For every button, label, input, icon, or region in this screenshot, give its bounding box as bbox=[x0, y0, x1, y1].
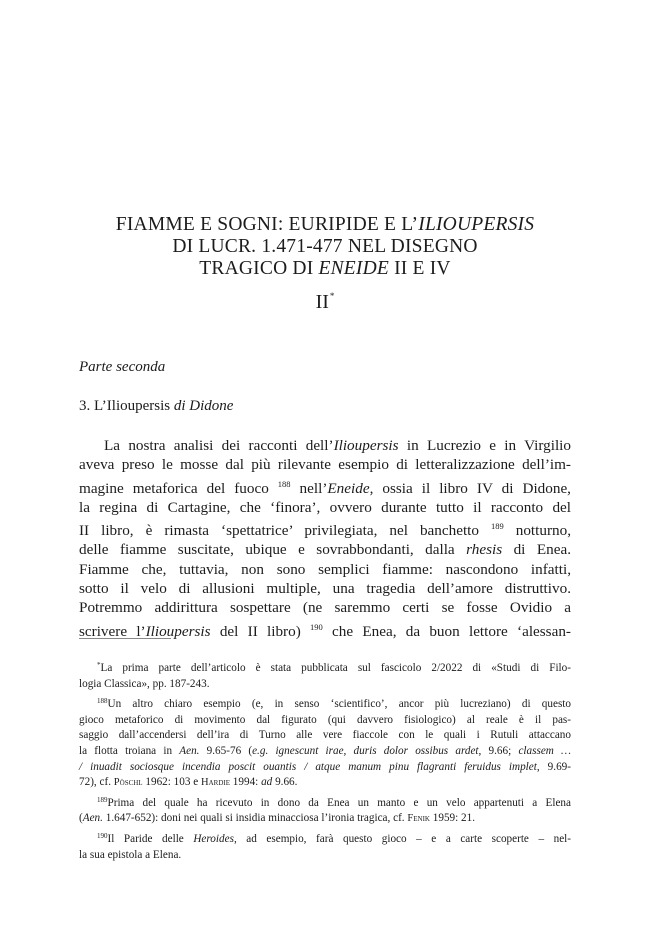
text-run: 9.66. bbox=[272, 776, 298, 789]
footnote-line: la sua epistola a Elena. bbox=[79, 848, 182, 861]
section-heading-italic: di Didone bbox=[173, 398, 234, 414]
text-run: , ossia il libro IV di Didone, bbox=[369, 479, 571, 497]
footnote-line: logia Classica», pp. 187-243. bbox=[79, 677, 210, 690]
italic-run: Aen. bbox=[179, 744, 200, 757]
text-run: La nostra analisi dei racconti dell’ bbox=[104, 437, 334, 454]
footnote-line bbox=[79, 829, 571, 848]
title-text: TRAGICO DI bbox=[199, 258, 319, 279]
part-number-text: II bbox=[315, 291, 329, 313]
part-number bbox=[0, 291, 650, 314]
footnote-188 bbox=[79, 694, 571, 791]
footnotes bbox=[79, 658, 571, 863]
title-line-1 bbox=[60, 214, 590, 236]
text-run: , 9.69- bbox=[536, 760, 571, 773]
body-line: aveva preso le mosse dal più rilevante esempio di letteralizzazione dell’im- bbox=[79, 456, 571, 474]
body-line bbox=[79, 517, 571, 540]
text-run: Un altro chiaro esempio (e, in senso ‘scientifico’, ancor più lucreziano) di questo bbox=[107, 698, 571, 711]
italic-run: Aen. bbox=[82, 812, 103, 825]
italic-run: Ilioupersis bbox=[145, 622, 211, 640]
text-run: magine metaforica del fuoco bbox=[79, 479, 278, 497]
body-paragraph bbox=[79, 436, 571, 641]
text-run: 1.647-652): doni nei quali si insidia minacciosa l’ironia tragica, cf. bbox=[102, 812, 408, 825]
author-name: Pöschl bbox=[113, 777, 143, 789]
text-run: la flotta troiana in bbox=[79, 744, 180, 757]
text-run: La prima parte dell’articolo è stata pubblicata sul fascicolo 2/2022 di «Studi di Filo- bbox=[100, 662, 571, 674]
section-heading bbox=[79, 398, 233, 415]
italic-run: rhesis bbox=[466, 541, 503, 559]
title-italic-text: ILIOUPERSIS bbox=[418, 214, 535, 235]
title-line-3 bbox=[60, 258, 590, 280]
footnote-marker-asterisk: * bbox=[329, 291, 335, 301]
footnote-divider bbox=[79, 638, 171, 639]
body-line bbox=[79, 540, 571, 559]
section-label: Parte seconda bbox=[79, 359, 166, 375]
text-run: scrivere l’ bbox=[79, 622, 146, 640]
text-run: che Enea, da buon lettore ‘alessan- bbox=[322, 622, 571, 640]
italic-run: Heroides bbox=[193, 832, 234, 845]
text-run: ( bbox=[79, 812, 83, 825]
text-run: 9.65-76 ( bbox=[199, 744, 253, 757]
footnote-189 bbox=[79, 793, 571, 827]
footnote-asterisk bbox=[79, 658, 571, 692]
footnote-line bbox=[79, 775, 571, 791]
footnote-line bbox=[79, 811, 571, 827]
footnote-number: 190 bbox=[97, 831, 108, 840]
italic-run: e.g. ignescunt irae, duris dolor ossibus ardet bbox=[252, 744, 479, 757]
author-name: Fenik bbox=[407, 813, 430, 825]
author-name: Hardie bbox=[201, 777, 230, 789]
text-run: di Enea. bbox=[502, 541, 571, 559]
italic-run: classem … bbox=[518, 744, 572, 757]
text-run: delle fiamme suscitate, ubique e sovrabbondanti, dalla bbox=[79, 541, 467, 559]
text-run: II libro, è rimasta ‘spettatrice’ privilegiata, nel banchetto bbox=[79, 522, 491, 540]
body-line: sotto il velo di allusioni multiple, una tragedia dell’amore distruttivo. bbox=[79, 580, 571, 598]
section-heading-text: L’Ilioupersis bbox=[94, 398, 174, 414]
text-run: 1962: 103 e bbox=[142, 776, 202, 789]
footnote-line bbox=[79, 744, 571, 760]
text-run: , 9.66; bbox=[478, 744, 519, 757]
footnote-line bbox=[79, 793, 571, 812]
text-run: 72), cf. bbox=[79, 776, 114, 789]
footnote-number: 189 bbox=[97, 795, 108, 804]
title-text: II E IV bbox=[389, 258, 451, 279]
footnote-number: * bbox=[97, 661, 101, 669]
body-line bbox=[79, 475, 571, 498]
body-line: la regina di Cartagine, che ‘finora’, ovvero durante tutto il racconto del bbox=[79, 498, 571, 516]
italic-run: / inuadit sociosque incendia poscit ouantis / atque manum pinu flagranti feruidus implet bbox=[79, 760, 537, 773]
title-italic-text: ENEIDE bbox=[318, 258, 390, 279]
body-line: Potremmo addirittura sospettare (ne saremmo certi se fosse Ovidio a bbox=[79, 599, 571, 617]
text-run: notturno, bbox=[503, 522, 571, 540]
footnote-ref[interactable]: 189 bbox=[490, 521, 504, 532]
footnote-number: 188 bbox=[97, 697, 108, 706]
footnote-line: saggio dall’accendersi dell’ira di Turno alle vere fiaccole con le quali i Rutuli attaccano bbox=[79, 729, 571, 742]
text-run: del II libro) bbox=[210, 622, 311, 640]
footnote-line bbox=[79, 694, 571, 713]
footnote-line bbox=[79, 760, 571, 776]
italic-run: ad bbox=[261, 776, 273, 789]
chapter-title bbox=[60, 214, 590, 280]
text-run: 1994: bbox=[230, 776, 262, 789]
footnote-190 bbox=[79, 829, 571, 863]
body-line: Fiamme che, tuttavia, non sono semplici fiamme: nascondono infatti, bbox=[79, 560, 571, 578]
title-text: FIAMME E SOGNI: EURIPIDE E L’ bbox=[115, 214, 419, 235]
section-number: 3. bbox=[79, 398, 94, 414]
text-run: in Lucrezio e in Virgilio bbox=[398, 437, 571, 454]
footnote-line bbox=[79, 658, 571, 677]
footnote-line: gioco metaforico di movimento dal figurato (qui davvero fisiologico) al reale è il pas- bbox=[79, 713, 571, 726]
text-run: Prima del quale ha ricevuto in dono da Enea un manto e un velo appartenuti a Elena bbox=[107, 796, 571, 809]
text-run: , ad esempio, farà questo gioco – e a carte scoperte – nel- bbox=[233, 832, 571, 845]
text-run: nell’ bbox=[290, 479, 328, 497]
body-line bbox=[79, 436, 571, 455]
text-run: 1959: 21. bbox=[429, 812, 476, 825]
text-run: Il Paride delle bbox=[107, 832, 194, 845]
footnote-ref[interactable]: 190 bbox=[310, 621, 323, 632]
title-line-2: DI LUCR. 1.471-477 NEL DISEGNO bbox=[172, 236, 478, 257]
footnote-ref[interactable]: 188 bbox=[277, 478, 291, 489]
italic-run: Ilioupersis bbox=[333, 437, 399, 454]
italic-run: Eneide bbox=[327, 479, 370, 497]
